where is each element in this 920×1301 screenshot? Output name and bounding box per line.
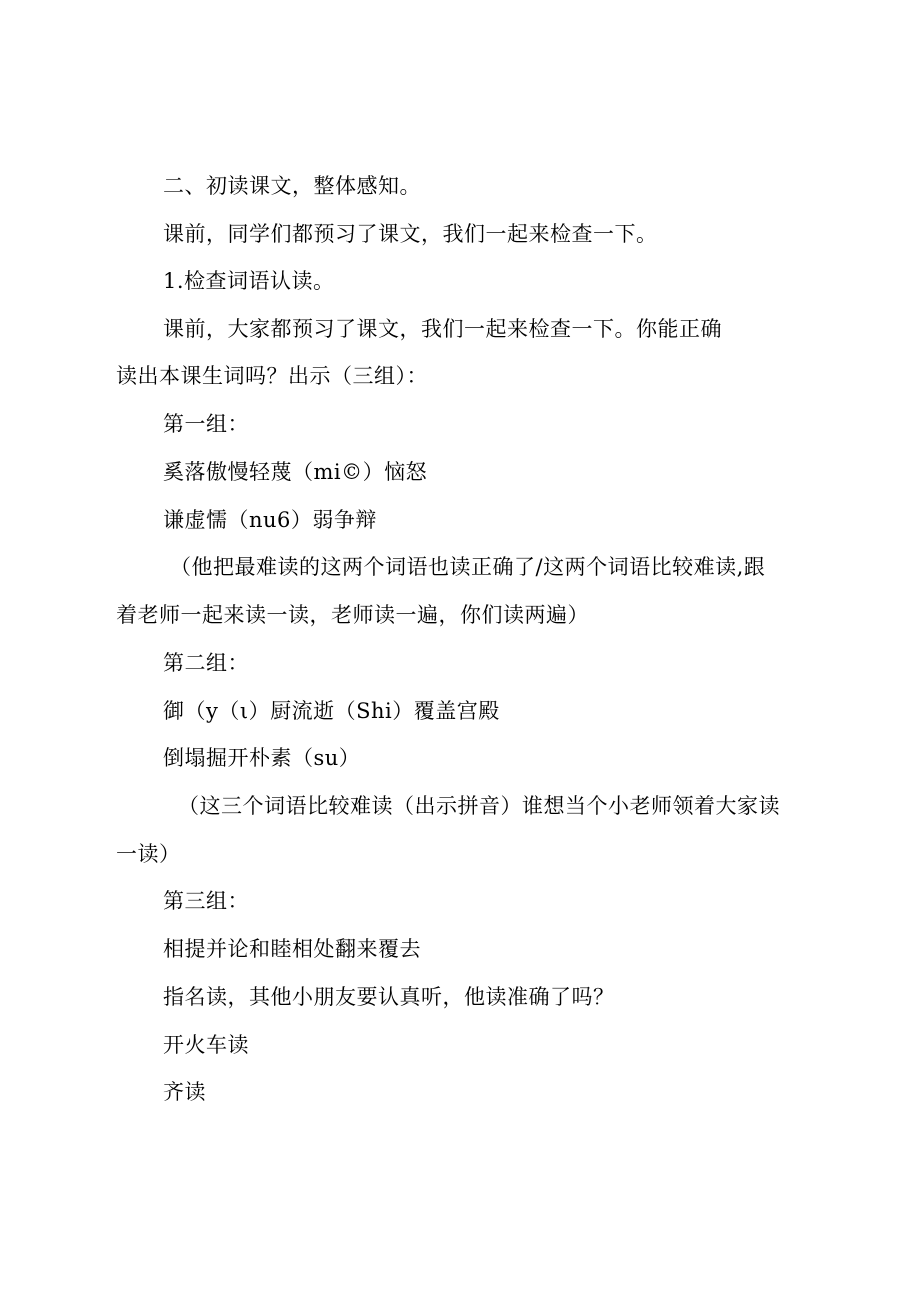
paragraph-line: 课前，大家都预习了课文，我们一起来检查一下。你能正确 [163,317,722,341]
instruction-line: 开火车读 [163,1033,249,1057]
word-list: 奚落傲慢轻蔑（mi©）恼怒 [163,460,428,484]
word-list: 倒塌掘开朴素（su） [163,746,361,770]
instruction-line: 齐读 [163,1080,206,1104]
section-heading: 二、初读课文，整体感知。 [163,174,421,198]
word-list: 相提并论和睦相处翻来覆去 [163,937,421,961]
paragraph-line: 课前，同学们都预习了课文，我们一起来检查一下。 [163,222,658,246]
group-label: 第一组： [163,412,249,436]
note-line-continued: 一读） [116,842,181,866]
note-line-continued: 着老师一起来读一读，老师读一遍，你们读两遍） [116,603,589,627]
word-list: 御（y（ι）厨流逝（Shi）覆盖宫殿 [163,699,500,723]
subheading: 1.检查词语认读。 [163,269,335,293]
word-list: 谦虚懦（nu6）弱争辩 [163,508,377,532]
paragraph-line-continued: 读出本课生词吗？出示（三组）： [116,364,428,388]
group-label: 第三组： [163,889,249,913]
note-line: （他把最难读的这两个词语也读正确了/这两个词语比较难读,跟 [170,555,766,579]
group-label: 第二组： [163,651,249,675]
instruction-line: 指名读，其他小朋友要认真听，他读准确了吗？ [163,985,615,1009]
note-line: （这三个词语比较难读（出示拼音）谁想当个小老师领着大家读 [178,794,780,818]
